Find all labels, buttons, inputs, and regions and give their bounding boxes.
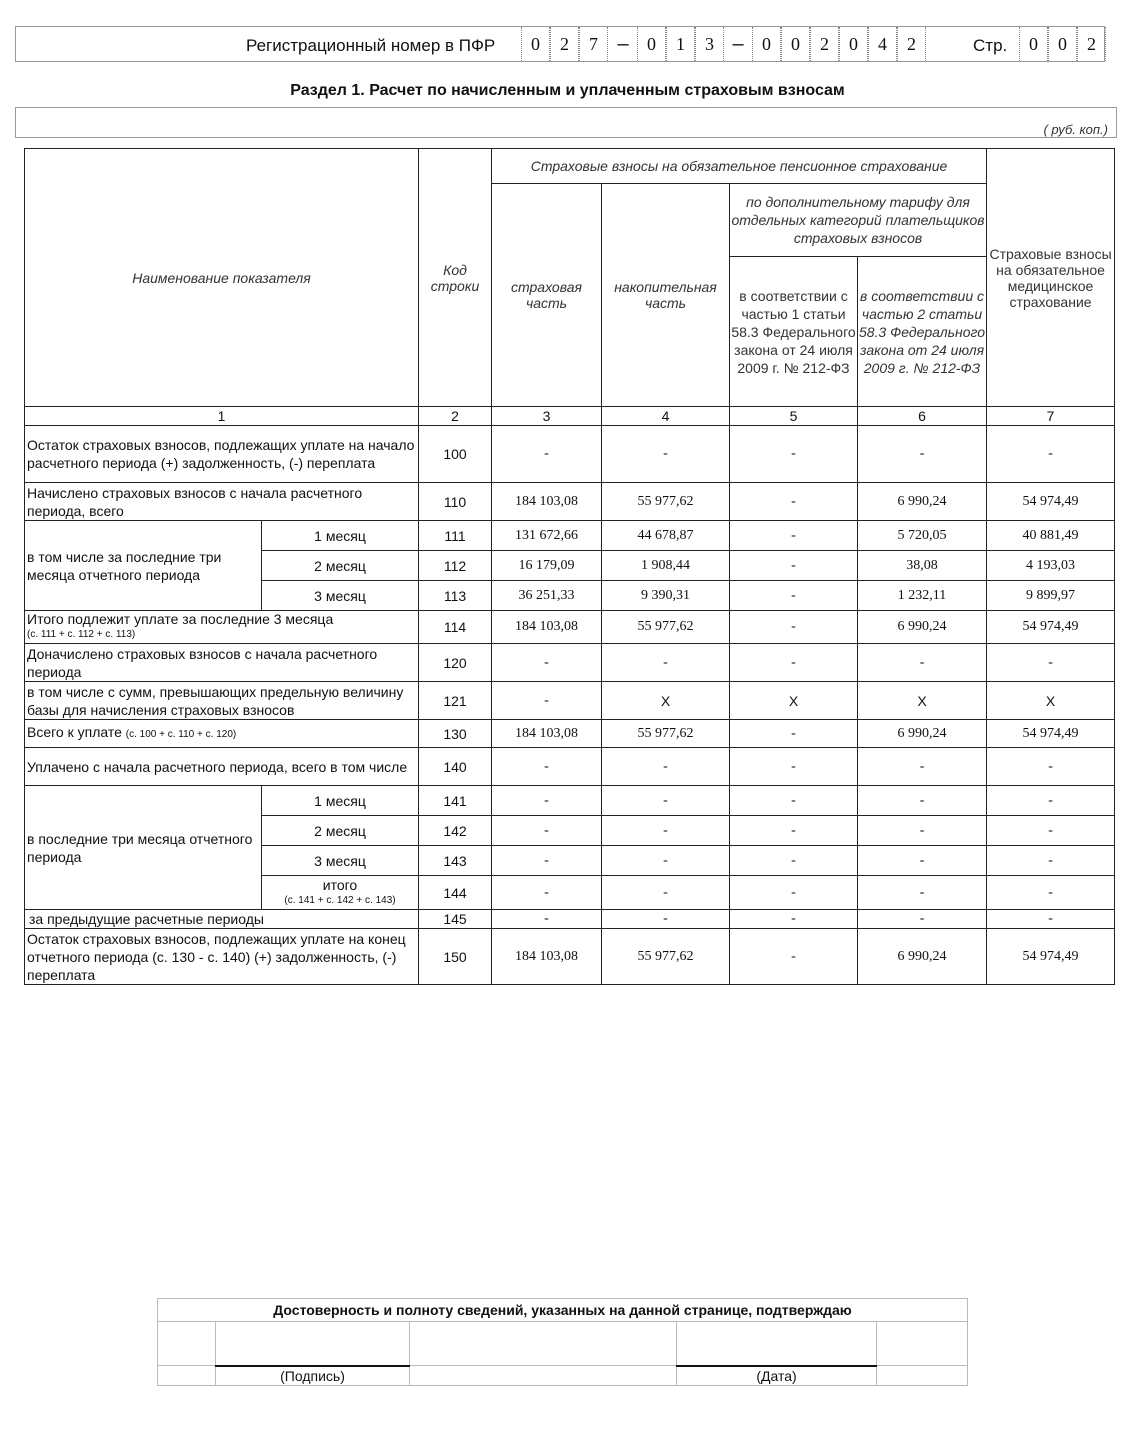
cell-value: 5 720,05 xyxy=(858,521,987,551)
cell-value: - xyxy=(602,910,730,929)
row-formula: (с. 100 + с. 110 + с. 120) xyxy=(125,729,237,740)
cell-value: - xyxy=(602,816,730,846)
row-code: 140 xyxy=(419,748,492,786)
cell-value: - xyxy=(858,426,987,483)
cell-value: - xyxy=(730,611,858,644)
cell-value: - xyxy=(730,551,858,581)
registration-header xyxy=(15,26,1105,62)
cell-value: 55 977,62 xyxy=(602,929,730,985)
cell-value: - xyxy=(987,876,1115,910)
cell-value: 38,08 xyxy=(858,551,987,581)
sig-spacer xyxy=(158,1366,216,1386)
cell-value: - xyxy=(987,644,1115,682)
header-funded-part: накопительная часть xyxy=(602,184,730,407)
cell-value: - xyxy=(730,521,858,551)
row-label: Итого подлежит уплате за последние 3 месяца xyxy=(27,611,334,627)
reg-digit: 7 xyxy=(579,27,608,61)
reg-digit: 0 xyxy=(752,27,781,61)
row-code: 114 xyxy=(419,611,492,644)
cell-value: 40 881,49 xyxy=(987,521,1115,551)
row-formula: (с. 111 + с. 112 + с. 113) xyxy=(27,629,136,640)
cell-value: 6 990,24 xyxy=(858,929,987,985)
cell-value: 184 103,08 xyxy=(492,720,602,748)
reg-digit: 2 xyxy=(897,27,926,61)
row-label: 1 месяц xyxy=(262,786,419,816)
cell-value: - xyxy=(602,644,730,682)
row-code: 130 xyxy=(419,720,492,748)
reg-digit: 0 xyxy=(781,27,810,61)
cell-value: - xyxy=(602,846,730,876)
row-code: 112 xyxy=(419,551,492,581)
cell-value: - xyxy=(858,644,987,682)
cell-value: - xyxy=(858,846,987,876)
cell-value: - xyxy=(730,483,858,521)
cell-value: - xyxy=(492,846,602,876)
table-row xyxy=(25,521,1115,551)
cell-value: - xyxy=(730,426,858,483)
row-label: 2 месяц xyxy=(262,551,419,581)
cell-value: - xyxy=(730,876,858,910)
cell-value: - xyxy=(730,816,858,846)
reg-digit: 1 xyxy=(666,27,695,61)
table-row xyxy=(25,910,1115,929)
col-number: 1 xyxy=(25,407,419,426)
cell-value: 131 672,66 xyxy=(492,521,602,551)
table-row xyxy=(25,426,1115,483)
table-row xyxy=(25,720,1115,748)
cell-value: - xyxy=(730,910,858,929)
group-label: в том числе за последние три месяца отчетного периода xyxy=(25,521,262,611)
cell-value: - xyxy=(492,426,602,483)
row-label: Начислено страховых взносов с начала расчетного периода, всего xyxy=(25,483,419,521)
reg-dash: – xyxy=(617,33,629,55)
row-code: 110 xyxy=(419,483,492,521)
cell-value: - xyxy=(730,929,858,985)
table-row xyxy=(25,929,1115,985)
cell-value: 54 974,49 xyxy=(987,611,1115,644)
table-row xyxy=(25,786,1115,816)
table-row xyxy=(25,483,1115,521)
cell-value: 55 977,62 xyxy=(602,611,730,644)
table-row xyxy=(25,611,1115,644)
cell-value: - xyxy=(858,816,987,846)
col-number: 7 xyxy=(987,407,1115,426)
date-field[interactable] xyxy=(677,1322,877,1366)
header-code: Код строки xyxy=(419,149,492,407)
cell-value: 54 974,49 xyxy=(987,483,1115,521)
cell-value: 54 974,49 xyxy=(987,929,1115,985)
col-number: 6 xyxy=(858,407,987,426)
unit-label: ( руб. коп.) xyxy=(1043,122,1108,137)
row-code: 144 xyxy=(419,876,492,910)
cell-value: - xyxy=(492,786,602,816)
cell-value: 54 974,49 xyxy=(987,720,1115,748)
row-label-cell xyxy=(25,720,419,748)
sig-spacer xyxy=(877,1366,968,1386)
cell-value: - xyxy=(730,720,858,748)
cell-value: 55 977,62 xyxy=(602,720,730,748)
row-label: в том числе с сумм, превышающих предельную величину базы для начисления страховых взносов xyxy=(25,682,419,720)
sig-spacer xyxy=(410,1322,677,1366)
cell-value: - xyxy=(730,786,858,816)
reg-digit: 0 xyxy=(839,27,868,61)
cell-value: - xyxy=(987,910,1115,929)
cell-value: - xyxy=(730,748,858,786)
signature-title: Достоверность и полноту сведений, указанных на данной странице, подтверждаю xyxy=(158,1299,968,1322)
cell-value: 44 678,87 xyxy=(602,521,730,551)
row-code: 143 xyxy=(419,846,492,876)
cell-value: - xyxy=(858,910,987,929)
reg-dash: – xyxy=(732,33,744,55)
cell-value: - xyxy=(858,876,987,910)
row-code: 142 xyxy=(419,816,492,846)
row-label: за предыдущие расчетные периоды xyxy=(25,910,419,929)
cell-value: 1 232,11 xyxy=(858,581,987,611)
header-pension: Страховые взносы на обязательное пенсионное страхование xyxy=(492,149,987,184)
header-name: Наименование показателя xyxy=(25,149,419,407)
section-title: Раздел 1. Расчет по начисленным и уплаченным страховым взносам xyxy=(290,82,845,99)
cell-value: - xyxy=(602,786,730,816)
header-medical: Страховые взносы на обязательное медицинское страхование xyxy=(987,149,1115,407)
header-additional-tariff: по дополнительному тарифу для отдельных категорий плательщиков страховых взносов xyxy=(730,184,987,257)
page-digit: 2 xyxy=(1077,27,1106,61)
cell-value: 36 251,33 xyxy=(492,581,602,611)
row-code: 111 xyxy=(419,521,492,551)
sig-spacer xyxy=(410,1366,677,1386)
reg-number-label: Регистрационный номер в ПФР xyxy=(246,36,496,55)
cell-value: - xyxy=(987,748,1115,786)
cell-value: 16 179,09 xyxy=(492,551,602,581)
signature-field[interactable] xyxy=(216,1322,410,1366)
cell-value: 6 990,24 xyxy=(858,611,987,644)
reg-digit: 0 xyxy=(521,27,550,61)
reg-digit: 3 xyxy=(695,27,724,61)
row-label: Остаток страховых взносов, подлежащих уплате на начало расчетного периода (+) задолженность, (-) переплата xyxy=(25,426,419,483)
cell-value: 184 103,08 xyxy=(492,929,602,985)
cell-x-mark: X xyxy=(602,682,730,720)
cell-value: - xyxy=(730,846,858,876)
page-label: Стр. xyxy=(973,36,1008,55)
row-label: Всего к уплате xyxy=(27,724,122,740)
reg-digit: 2 xyxy=(550,27,579,61)
row-code: 113 xyxy=(419,581,492,611)
row-label: 1 месяц xyxy=(262,521,419,551)
cell-value: - xyxy=(987,426,1115,483)
page-digit: 0 xyxy=(1048,27,1077,61)
signature-caption: (Подпись) xyxy=(216,1366,410,1386)
sig-spacer xyxy=(158,1322,216,1366)
table-row xyxy=(25,748,1115,786)
cell-x-mark: X xyxy=(987,682,1115,720)
cell-value: - xyxy=(492,644,602,682)
page-digit: 0 xyxy=(1019,27,1048,61)
cell-value: - xyxy=(987,846,1115,876)
cell-x-mark: X xyxy=(730,682,858,720)
header-part1: в соответствии с частью 1 статьи 58.3 Федерального закона от 24 июля 2009 г. № 212-ФЗ xyxy=(730,257,858,407)
cell-value: 55 977,62 xyxy=(602,483,730,521)
row-label: Остаток страховых взносов, подлежащих уплате на конец отчетного периода (с. 130 - с. 140) (+) задолженность, (-) переплата xyxy=(25,929,419,985)
header-insurance-part: страховая часть xyxy=(492,184,602,407)
cell-value: - xyxy=(602,876,730,910)
reg-digit: 4 xyxy=(868,27,897,61)
signature-block xyxy=(157,1298,968,1386)
row-label-cell xyxy=(25,611,419,644)
col-number: 2 xyxy=(419,407,492,426)
cell-value: - xyxy=(492,876,602,910)
cell-value: - xyxy=(492,682,602,720)
cell-value: - xyxy=(492,910,602,929)
cell-value: 184 103,08 xyxy=(492,611,602,644)
row-label-cell xyxy=(262,876,419,910)
cell-value: - xyxy=(602,426,730,483)
cell-value: - xyxy=(987,816,1115,846)
col-number: 5 xyxy=(730,407,858,426)
cell-value: - xyxy=(602,748,730,786)
table-row xyxy=(25,644,1115,682)
row-code: 121 xyxy=(419,682,492,720)
group-label: в последние три месяца отчетного периода xyxy=(25,786,262,910)
table-row xyxy=(25,682,1115,720)
cell-value: 6 990,24 xyxy=(858,483,987,521)
cell-value: 184 103,08 xyxy=(492,483,602,521)
cell-value: 1 908,44 xyxy=(602,551,730,581)
date-caption: (Дата) xyxy=(677,1366,877,1386)
row-label: Доначислено страховых взносов с начала расчетного периода xyxy=(25,644,419,682)
row-code: 150 xyxy=(419,929,492,985)
row-code: 120 xyxy=(419,644,492,682)
reg-digit: 2 xyxy=(810,27,839,61)
reg-digit: 0 xyxy=(637,27,666,61)
row-code: 100 xyxy=(419,426,492,483)
cell-value: - xyxy=(858,786,987,816)
unit-box xyxy=(15,107,1117,138)
cell-value: - xyxy=(492,816,602,846)
row-label: 3 месяц xyxy=(262,846,419,876)
cell-value: 6 990,24 xyxy=(858,720,987,748)
row-label: Уплачено с начала расчетного периода, всего в том числе xyxy=(25,748,419,786)
row-label: итого xyxy=(322,876,358,893)
cell-value: - xyxy=(858,748,987,786)
col-number: 4 xyxy=(602,407,730,426)
cell-value: - xyxy=(492,748,602,786)
sig-spacer xyxy=(877,1322,968,1366)
cell-value: - xyxy=(730,644,858,682)
row-label: 3 месяц xyxy=(262,581,419,611)
cell-value: 9 390,31 xyxy=(602,581,730,611)
cell-value: - xyxy=(987,786,1115,816)
header-part2: в соответствии с частью 2 статьи 58.3 Федерального закона от 24 июля 2009 г. № 212-ФЗ xyxy=(858,257,987,407)
row-code: 145 xyxy=(419,910,492,929)
col-number: 3 xyxy=(492,407,602,426)
row-code: 141 xyxy=(419,786,492,816)
contributions-table xyxy=(24,148,1115,985)
cell-value: 9 899,97 xyxy=(987,581,1115,611)
cell-value: 4 193,03 xyxy=(987,551,1115,581)
row-label: 2 месяц xyxy=(262,816,419,846)
row-formula: (с. 141 + с. 142 + с. 143) xyxy=(284,894,396,906)
cell-x-mark: X xyxy=(858,682,987,720)
cell-value: - xyxy=(730,581,858,611)
